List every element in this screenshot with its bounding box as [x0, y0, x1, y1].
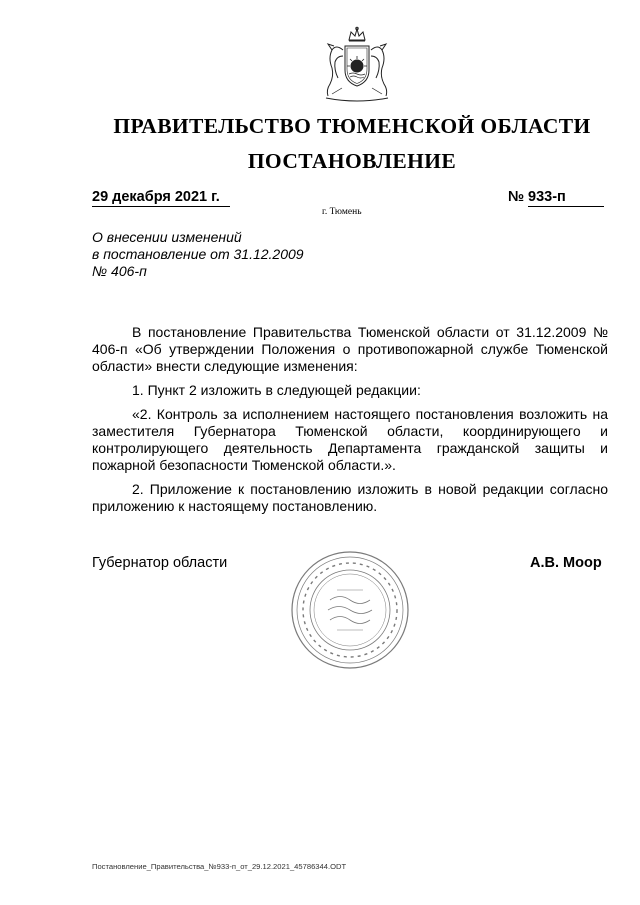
seal-icon	[285, 545, 415, 675]
body-paragraph: «2. Контроль за исполнением настоящего постановления возложить на заместителя Губернатора Тюменской области, координирующего и контролирующего деятельность Департамента гражданской защиты и пожарной безопасности Тюменской области.».	[92, 406, 608, 473]
document-number	[508, 189, 604, 207]
number-sign: №	[508, 189, 525, 205]
signer-name: А.В. Моор	[530, 555, 602, 571]
city-label: г. Тюмень	[322, 207, 362, 217]
subject-line: № 406-п	[92, 263, 147, 279]
document-date: 29 декабря 2021 г.	[92, 189, 230, 207]
subject-line: О внесении изменений	[92, 229, 242, 245]
document-subject	[92, 229, 352, 280]
number-value: 933-п	[528, 189, 604, 207]
document-type: ПОСТАНОВЛЕНИЕ	[247, 149, 457, 173]
body-paragraph: 1. Пункт 2 изложить в следующей редакции:	[132, 382, 421, 398]
subject-line: в постановление от 31.12.2009	[92, 246, 304, 262]
body-paragraph: В постановление Правительства Тюменской области от 31.12.2009 № 406-п «Об утверждении Положения о противопожарной службе Тюменской области» внести следующие изменения:	[92, 324, 608, 374]
organization-title: ПРАВИТЕЛЬСТВО ТЮМЕНСКОЙ ОБЛАСТИ	[113, 114, 591, 138]
document-body	[92, 324, 608, 522]
body-paragraph: 2. Приложение к постановлению изложить в новой редакции согласно приложению к настоящему постановлению.	[92, 481, 608, 514]
signer-title: Губернатор области	[92, 555, 228, 571]
coat-of-arms-icon	[312, 26, 402, 104]
footer-filename: Постановление_Правительства_№933-п_от_29.12.2021_45786344.ODT	[92, 862, 347, 871]
